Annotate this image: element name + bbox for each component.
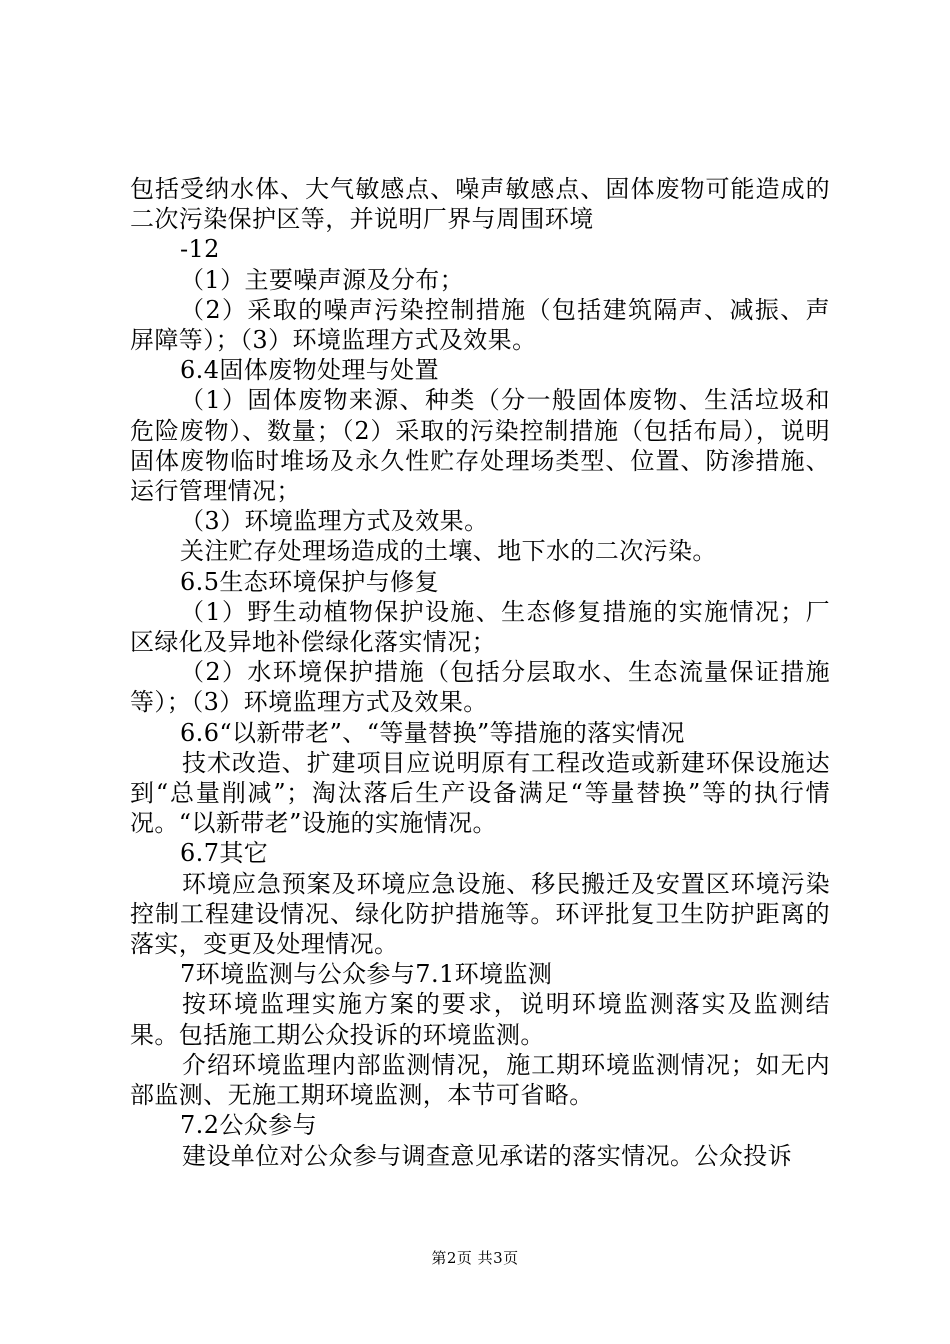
paragraph: （2）采取的噪声污染控制措施（包括建筑隔声、减振、声屏障等）；（3）环境监理方式及效果。 xyxy=(130,295,830,355)
section-heading: 7环境监测与公众参与7.1环境监测 xyxy=(180,960,553,989)
paragraph: （1）野生动植物保护设施、生态修复措施的实施情况；厂区绿化及异地补偿绿化落实情况； xyxy=(130,597,830,657)
paragraph: 环境应急预案及环境应急设施、移民搬迁及安置区环境污染控制工程建设情况、绿化防护措施等。环评批复卫生防护距离的落实，变更及处理情况。 xyxy=(130,869,830,959)
paragraph: -12 xyxy=(180,235,220,264)
paragraph: （1）固体废物来源、种类（分一般固体废物、生活垃圾和危险废物）、数量；（2）采取的污染控制措施（包括布局），说明固体废物临时堆场及永久性贮存处理场类型、位置、防渗措施、运行管理情况； xyxy=(130,386,830,506)
section-heading: 6.6“以新带老”、“等量替换”等措施的落实情况 xyxy=(180,718,685,747)
paragraph: （3）环境监理方式及效果。 xyxy=(180,507,489,536)
paragraph: 关注贮存处理场造成的土壤、地下水的二次污染。 xyxy=(180,537,717,566)
document-body xyxy=(130,174,830,1171)
section-heading: 6.4固体废物处理与处置 xyxy=(180,356,439,385)
page-footer: 第2页 共3页 xyxy=(431,1249,519,1267)
section-heading: 6.5生态环境保护与修复 xyxy=(180,567,439,596)
paragraph: 按环境监理实施方案的要求，说明环境监测落实及监测结果。包括施工期公众投诉的环境监测。 xyxy=(130,990,830,1049)
paragraph: 技术改造、扩建项目应说明原有工程改造或新建环保设施达到“总量削减”；淘汰落后生产设备满足“等量替换”等的执行情况。“以新带老”设施的实施情况。 xyxy=(130,748,830,838)
paragraph: 建设单位对公众参与调查意见承诺的落实情况。公众投诉 xyxy=(182,1141,792,1170)
paragraph: 包括受纳水体、大气敏感点、噪声敏感点、固体废物可能造成的二次污染保护区等，并说明厂界与周围环境 xyxy=(130,175,830,234)
paragraph: （2）水环境保护措施（包括分层取水、生态流量保证措施等）；（3）环境监理方式及效果。 xyxy=(130,658,830,717)
section-heading: 7.2公众参与 xyxy=(180,1111,317,1140)
paragraph: （1）主要噪声源及分布； xyxy=(180,265,465,294)
paragraph: 介绍环境监理内部监测情况，施工期环境监测情况；如无内部监测、无施工期环境监测，本节可省略。 xyxy=(130,1050,830,1110)
section-heading: 6.7其它 xyxy=(180,839,269,868)
